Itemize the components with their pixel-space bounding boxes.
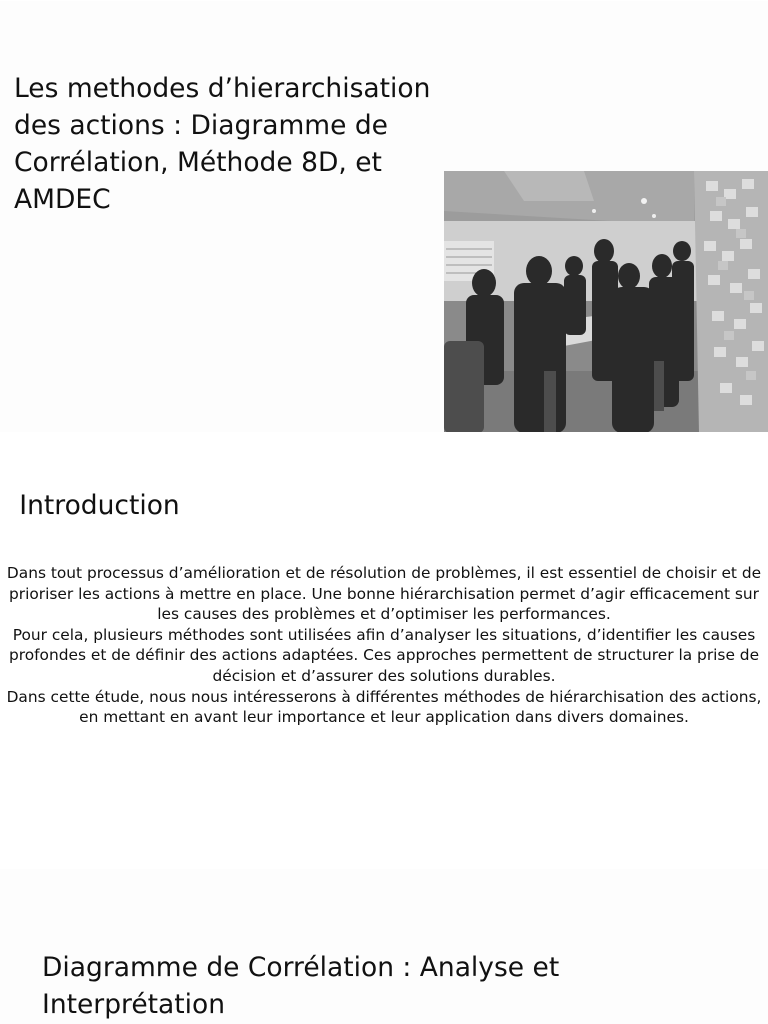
presentation-title: Les methodes d’hierarchisation des actions : Diagramme de Corrélation, Méthode 8D, et AMDEC xyxy=(14,73,431,215)
introduction-slide xyxy=(0,434,768,867)
introduction-heading: Introduction xyxy=(19,490,180,521)
introduction-paragraph: Dans tout processus d’amélioration et de résolution de problèmes, il est essentiel de choisir et de prioriser les actions à mettre en place. Une bonne hiérarchisation permet d’agir efficacement sur les causes des problèmes et d’optimiser les performances. xyxy=(6,564,762,624)
correlation-slide xyxy=(0,869,768,1024)
title-slide xyxy=(0,1,768,432)
correlation-heading: Diagramme de Corrélation : Analyse et Interprétation xyxy=(42,952,560,1020)
introduction-paragraph: Dans cette étude, nous nous intéresserons à différentes méthodes de hiérarchisation des actions, en mettant en avant leur importance et leur application dans divers domaines. xyxy=(6,687,762,727)
workshop-photo-illustration xyxy=(444,171,768,432)
introduction-body xyxy=(0,563,768,728)
introduction-paragraph: Pour cela, plusieurs méthodes sont utilisées afin d’analyser les situations, d’identifier les causes profondes et de définir des actions adaptées. Ces approches permettent de structurer la prise de décision et d’assurer des solutions durables. xyxy=(8,625,760,685)
workshop-photo xyxy=(444,171,768,432)
